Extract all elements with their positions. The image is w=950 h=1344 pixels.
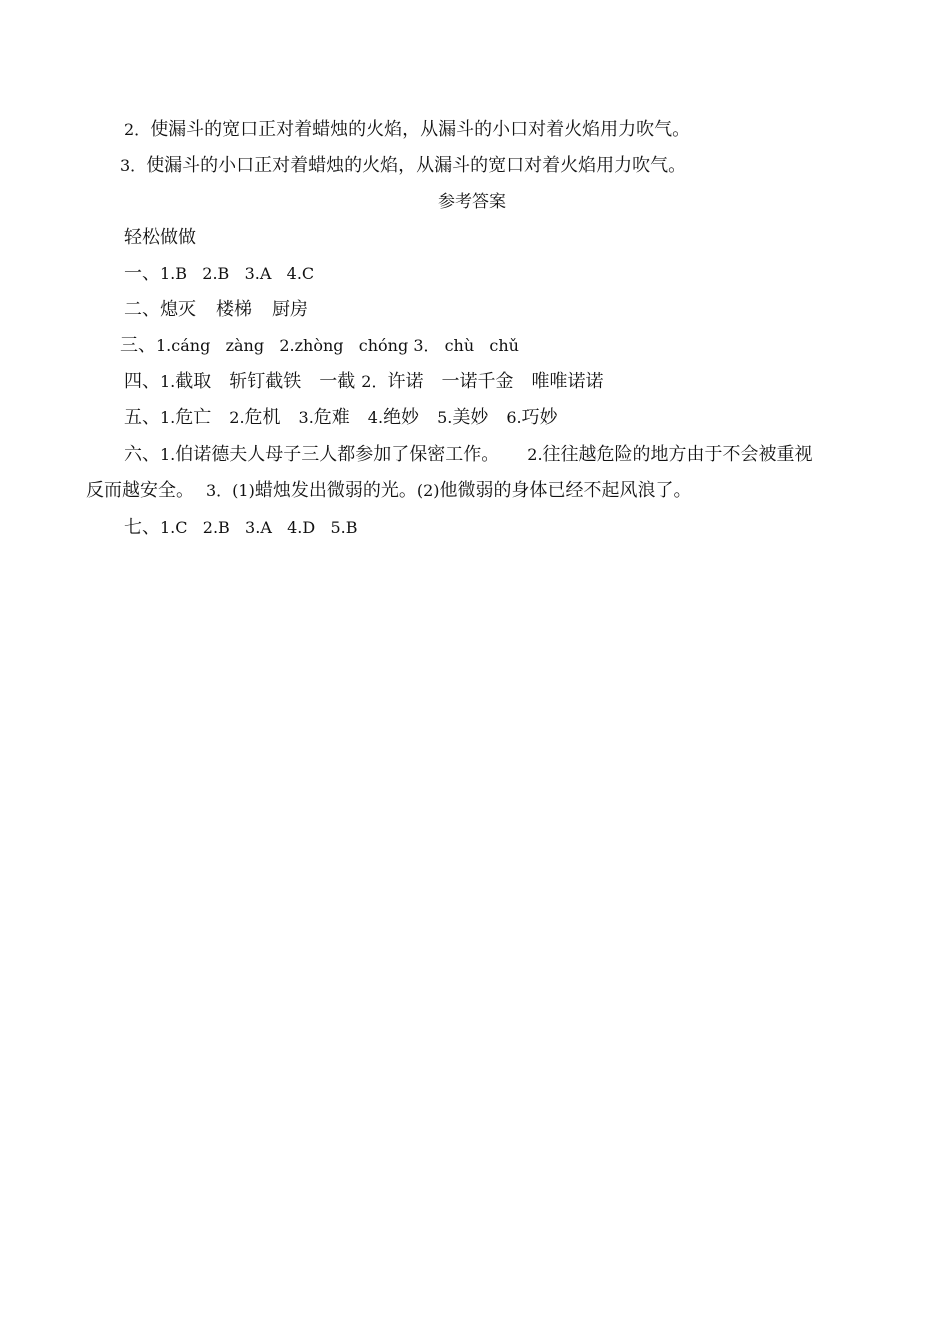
- q1-answers: 1.B 2.B 3.A 4.C: [160, 264, 315, 283]
- q6-answer-2-part-2: 反而越安全。: [86, 480, 194, 501]
- step-number: 2．: [124, 120, 151, 139]
- q5-label: 五、: [124, 407, 160, 428]
- q3-label: 三、: [120, 335, 156, 356]
- q6-answer-1: 伯诺德夫人母子三人都参加了保密工作。: [175, 444, 500, 465]
- q4-number-2: 2．: [361, 372, 388, 391]
- q5-number-5: 5.: [437, 408, 453, 427]
- q4-number-1: 1.: [160, 372, 176, 391]
- q4-answer-1: 截取: [175, 371, 212, 392]
- experiment-step-2: [124, 118, 690, 142]
- step-text: 使漏斗的小口正对着蜡烛的火焰，从漏斗的宽口对着火焰用力吹气。: [146, 155, 687, 176]
- q4-answer-4: 许诺: [387, 371, 424, 392]
- answer-q4: [124, 370, 603, 394]
- q4-answer-6: 唯唯诺诺: [531, 371, 604, 392]
- q6-answer-3-part-1: 蜡烛发出微弱的光。: [254, 480, 417, 501]
- q6-label: 六、: [124, 444, 160, 465]
- q3-answers: 1.cáng zàng 2.zhòng chóng 3． chù chǔ: [156, 336, 519, 355]
- q5-answer-2: 危机: [244, 407, 281, 428]
- answer-q2: [124, 298, 308, 322]
- q5-answer-1: 危亡: [175, 407, 212, 428]
- q5-number-3: 3.: [298, 408, 314, 427]
- q4-answer-3: 一截: [319, 371, 356, 392]
- q6-number-2: 2.: [527, 445, 543, 464]
- answer-q5: [124, 406, 558, 430]
- q1-label: 一、: [124, 263, 160, 284]
- q6-answer-2-part-1: 往往越危险的地方由于不会被重视: [542, 444, 813, 465]
- q6-answer-3-part-2: 他微弱的身体已经不起风浪了。: [439, 480, 692, 501]
- q5-answer-5: 美妙: [452, 407, 489, 428]
- q5-answer-4: 绝妙: [383, 407, 420, 428]
- answer-q7: [124, 516, 358, 540]
- step-number: 3．: [120, 156, 147, 175]
- q5-number-6: 6.: [506, 408, 522, 427]
- q5-number-1: 1.: [160, 408, 176, 427]
- answers-title: 参考答案: [438, 192, 506, 212]
- q2-answer-3: 厨房: [272, 299, 308, 320]
- q4-answer-5: 一诺千金: [441, 371, 514, 392]
- q5-number-2: 2.: [229, 408, 245, 427]
- answer-q1: [124, 262, 314, 286]
- answer-q3: [120, 334, 519, 358]
- q6-number-3: 3．(1): [206, 481, 255, 500]
- q5-number-4: 4.: [367, 408, 384, 427]
- q5-answer-6: 巧妙: [521, 407, 558, 428]
- q2-label: 二、: [124, 299, 160, 320]
- q2-answer-1: 熄灭: [160, 299, 196, 320]
- q5-answer-3: 危难: [313, 407, 350, 428]
- answer-q6-line-2: [86, 479, 692, 503]
- q4-answer-2: 斩钉截铁: [229, 371, 302, 392]
- experiment-step-3: [120, 154, 686, 178]
- section-title: 轻松做做: [124, 227, 196, 248]
- q6-number-1: 1.: [160, 445, 176, 464]
- q6-number-3b: (2): [416, 481, 440, 500]
- answer-q6-line-1: [124, 443, 813, 467]
- q4-label: 四、: [124, 371, 160, 392]
- step-text: 使漏斗的宽口正对着蜡烛的火焰，从漏斗的小口对着火焰用力吹气。: [150, 119, 691, 140]
- q2-answer-2: 楼梯: [216, 299, 252, 320]
- q7-label: 七、: [124, 517, 160, 538]
- q7-answers: 1.C 2.B 3.A 4.D 5.B: [160, 518, 358, 537]
